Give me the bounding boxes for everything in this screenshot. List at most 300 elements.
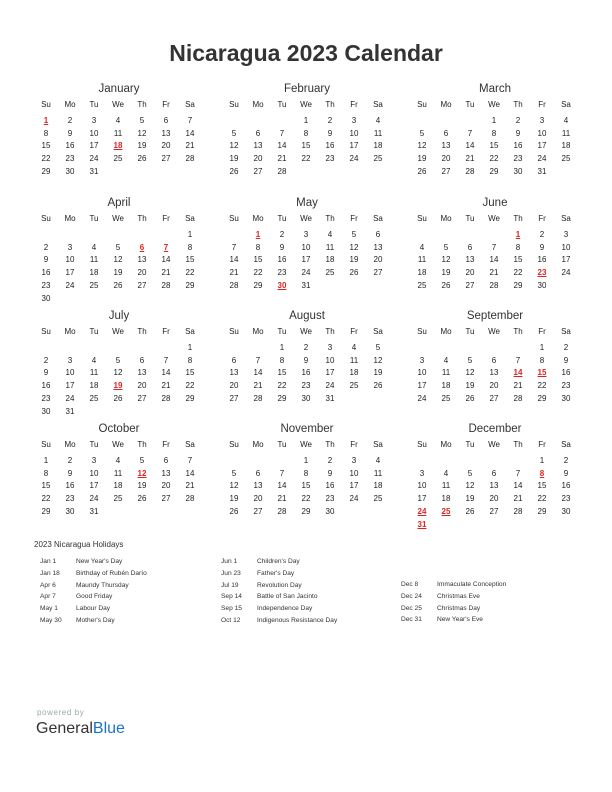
day-cell: 23 [65,494,75,504]
day-cell: 9 [67,128,73,138]
day-cell: 7 [279,128,285,138]
weekday-header: Fr [538,327,546,336]
weekday-header: Tu [277,440,287,449]
day-cell: 29 [537,506,547,516]
brand-part-general: General [36,720,93,737]
day-cell: 3 [419,355,425,365]
day-cell: 21 [277,154,287,164]
day-cell: 29 [513,280,523,290]
day-cell: 6 [467,242,473,252]
day-cell: 21 [253,381,263,391]
holiday-date: Sep 15 [221,605,242,613]
day-cell: 23 [41,280,51,290]
day-cell: 30 [561,393,571,403]
day-cell: 7 [491,242,497,252]
day-cell: 17 [349,141,359,151]
weekday-header: Mo [252,214,264,223]
day-cell: 14 [465,141,475,151]
day-cell: 26 [113,280,123,290]
day-cell: 21 [513,494,523,504]
holiday-date: Oct 12 [221,616,241,624]
day-cell: 11 [373,468,383,478]
day-cell: 10 [301,242,311,252]
weekday-header: Tu [465,440,475,449]
day-cell: 16 [561,368,571,378]
day-cell: 17 [325,368,335,378]
day-cell: 29 [185,393,195,403]
weekday-header: Tu [89,327,99,336]
day-cell: 2 [539,230,545,239]
day-cell: 8 [539,355,545,365]
day-cell: 27 [229,393,239,403]
day-cell: 27 [465,280,475,290]
day-cell: 3 [67,355,73,365]
day-cell: 16 [65,481,75,491]
day-cell: 8 [303,128,309,138]
weekday-header: Th [325,440,335,449]
day-cell: 27 [489,393,499,403]
month-name: April [107,197,131,209]
day-cell: 21 [489,268,499,278]
day-cell: 30 [65,506,75,516]
holiday-name: Immaculate Conception [437,581,507,588]
day-cell: 28 [513,393,523,403]
holiday-day-cell: 18 [113,141,123,151]
day-cell: 25 [113,494,123,504]
day-cell: 3 [539,116,545,125]
day-cell: 21 [229,268,239,278]
month-name: August [289,310,325,322]
day-cell: 6 [375,230,381,239]
day-cell: 30 [41,293,51,303]
day-cell: 4 [375,116,381,125]
day-cell: 12 [349,242,359,252]
day-cell: 15 [489,141,499,151]
day-cell: 1 [43,456,49,465]
day-cell: 18 [441,494,451,504]
day-cell: 3 [419,468,425,478]
day-cell: 22 [41,494,51,504]
day-cell: 29 [537,393,547,403]
weekday-header: Su [41,214,51,223]
weekday-header: Th [137,100,147,109]
day-cell: 27 [489,506,499,516]
day-cell: 14 [229,255,239,265]
day-cell: 9 [327,128,333,138]
day-cell: 8 [187,242,193,252]
day-cell: 26 [137,494,147,504]
day-cell: 15 [253,255,263,265]
day-cell: 5 [139,456,145,465]
day-cell: 17 [417,494,427,504]
day-cell: 1 [539,456,545,465]
day-cell: 22 [185,381,195,391]
weekday-header: Fr [162,100,170,109]
day-cell: 22 [277,381,287,391]
holidays-title: 2023 Nicaragua Holidays [34,540,124,549]
day-cell: 10 [537,128,547,138]
weekday-header: Fr [162,214,170,223]
day-cell: 15 [301,141,311,151]
day-cell: 14 [513,481,523,491]
brand-part-blue: Blue [92,720,125,737]
weekday-header: Fr [350,327,358,336]
powered-by-text: powered by [37,708,85,717]
day-cell: 19 [441,268,451,278]
day-cell: 4 [375,456,381,465]
day-cell: 28 [161,280,171,290]
weekday-header: Tu [277,327,287,336]
day-cell: 28 [465,166,475,176]
day-cell: 19 [465,381,475,391]
day-cell: 8 [515,242,521,252]
weekday-header: Sa [373,100,383,109]
day-cell: 15 [513,255,523,265]
day-cell: 1 [187,343,193,352]
day-cell: 22 [41,154,51,164]
holiday-name: Revolution Day [257,581,302,589]
day-cell: 24 [537,154,547,164]
weekday-header: Mo [440,100,452,109]
weekday-header: Su [41,327,51,336]
day-cell: 20 [137,381,147,391]
day-cell: 5 [351,230,357,239]
day-cell: 23 [325,154,335,164]
weekday-header: Mo [64,214,76,223]
day-cell: 30 [301,393,311,403]
day-cell: 6 [231,355,237,365]
day-cell: 4 [443,355,449,365]
day-cell: 2 [67,116,73,125]
day-cell: 13 [489,481,499,491]
holiday-day-cell: 8 [539,468,545,478]
day-cell: 9 [539,242,545,252]
day-cell: 23 [301,381,311,391]
day-cell: 31 [89,166,99,176]
day-cell: 11 [561,128,571,138]
day-cell: 2 [67,456,73,465]
day-cell: 30 [537,280,547,290]
day-cell: 5 [443,242,449,252]
weekday-header: Th [513,440,523,449]
day-cell: 1 [539,343,545,352]
day-cell: 8 [491,128,497,138]
day-cell: 7 [163,355,169,365]
day-cell: 31 [325,393,335,403]
weekday-header: We [300,440,312,449]
day-cell: 20 [253,494,263,504]
day-cell: 14 [185,468,195,478]
day-cell: 3 [327,343,333,352]
day-cell: 12 [465,481,475,491]
day-cell: 6 [443,128,449,138]
day-cell: 6 [255,468,261,478]
day-cell: 5 [231,468,237,478]
weekday-header: Su [417,327,427,336]
day-cell: 2 [43,355,49,365]
day-cell: 14 [161,368,171,378]
day-cell: 3 [67,242,73,252]
day-cell: 19 [373,368,383,378]
weekday-header: Th [513,214,523,223]
holiday-name: Christmas Eve [437,592,480,600]
day-cell: 6 [255,128,261,138]
day-cell: 1 [491,116,497,125]
weekday-header: Th [325,100,335,109]
month-name: May [296,197,318,209]
day-cell: 4 [419,242,425,252]
weekday-header: Mo [64,440,76,449]
holiday-day-cell: 1 [43,116,49,125]
weekday-header: Su [417,100,427,109]
day-cell: 8 [43,128,49,138]
weekday-header: We [112,327,124,336]
weekday-header: Sa [561,327,571,336]
weekday-header: Tu [465,100,475,109]
weekday-header: Th [513,100,523,109]
day-cell: 16 [537,255,547,265]
day-cell: 31 [537,166,547,176]
day-cell: 13 [253,141,263,151]
day-cell: 20 [489,494,499,504]
day-cell: 15 [537,481,547,491]
holiday-date: Jan 18 [40,569,60,577]
day-cell: 17 [89,141,99,151]
day-cell: 16 [41,268,51,278]
day-cell: 20 [229,381,239,391]
day-cell: 19 [137,481,147,491]
day-cell: 22 [301,494,311,504]
day-cell: 24 [561,268,571,278]
day-cell: 20 [253,154,263,164]
weekday-header: Fr [350,440,358,449]
day-cell: 19 [229,494,239,504]
day-cell: 18 [417,268,427,278]
day-cell: 3 [563,230,569,239]
day-cell: 25 [89,393,99,403]
weekday-header: Th [325,214,335,223]
day-cell: 1 [303,116,309,125]
day-cell: 24 [89,154,99,164]
day-cell: 5 [139,116,145,125]
weekday-header: Th [137,214,147,223]
day-cell: 16 [513,141,523,151]
day-cell: 5 [115,355,121,365]
day-cell: 19 [465,494,475,504]
day-cell: 30 [325,506,335,516]
day-cell: 6 [491,355,497,365]
weekday-header: Su [229,214,239,223]
day-cell: 11 [349,355,359,365]
day-cell: 25 [349,381,359,391]
day-cell: 7 [187,116,193,125]
day-cell: 28 [185,154,195,164]
holiday-day-cell: 7 [163,242,169,252]
day-cell: 13 [137,368,147,378]
day-cell: 22 [513,268,523,278]
weekday-header: Mo [440,327,452,336]
day-cell: 6 [163,116,169,125]
day-cell: 21 [465,154,475,164]
month-name: March [479,83,511,95]
day-cell: 30 [41,406,51,416]
weekday-header: Mo [64,100,76,109]
day-cell: 23 [41,393,51,403]
day-cell: 29 [489,166,499,176]
weekday-header: We [112,214,124,223]
day-cell: 13 [161,468,171,478]
day-cell: 25 [113,154,123,164]
day-cell: 13 [489,368,499,378]
day-cell: 12 [373,355,383,365]
weekday-header: We [488,327,500,336]
weekday-header: Fr [350,214,358,223]
day-cell: 10 [89,128,99,138]
holiday-name: Indigenous Resistance Day [257,616,338,624]
holiday-name: Maundy Thursday [76,581,129,589]
day-cell: 9 [327,468,333,478]
day-cell: 6 [491,468,497,478]
day-cell: 1 [187,230,193,239]
day-cell: 15 [185,368,195,378]
day-cell: 19 [417,154,427,164]
day-cell: 17 [89,481,99,491]
day-cell: 28 [229,280,239,290]
holiday-date: Jan 1 [40,558,57,565]
holiday-name: Christmas Day [437,604,481,612]
weekday-header: Tu [277,214,287,223]
day-cell: 15 [301,481,311,491]
day-cell: 15 [41,141,51,151]
weekday-header: Fr [538,440,546,449]
day-cell: 24 [89,494,99,504]
day-cell: 8 [43,468,49,478]
holiday-date: Jul 19 [221,581,239,589]
day-cell: 13 [137,255,147,265]
day-cell: 17 [349,481,359,491]
day-cell: 24 [349,154,359,164]
day-cell: 20 [441,154,451,164]
day-cell: 9 [43,368,49,378]
holiday-name: Labour Day [76,605,111,613]
holiday-name: Good Friday [76,593,113,601]
weekday-header: Tu [89,440,99,449]
weekday-header: Th [325,327,335,336]
day-cell: 27 [161,154,171,164]
day-cell: 7 [255,355,261,365]
day-cell: 2 [43,242,49,252]
day-cell: 12 [465,368,475,378]
day-cell: 4 [91,242,97,252]
day-cell: 25 [373,154,383,164]
day-cell: 23 [277,268,287,278]
day-cell: 22 [301,154,311,164]
weekday-header: Mo [252,327,264,336]
holiday-name: Independence Day [257,605,313,613]
day-cell: 9 [67,468,73,478]
day-cell: 30 [513,166,523,176]
day-cell: 2 [279,230,285,239]
weekday-header: Tu [277,100,287,109]
day-cell: 2 [563,456,569,465]
day-cell: 28 [161,393,171,403]
weekday-header: Sa [373,440,383,449]
brand-logo[interactable] [36,720,125,738]
holiday-day-cell: 31 [417,519,427,529]
day-cell: 11 [441,481,451,491]
day-cell: 26 [137,154,147,164]
day-cell: 18 [349,368,359,378]
holiday-date: Dec 8 [401,581,419,588]
day-cell: 30 [561,506,571,516]
weekday-header: Su [417,214,427,223]
holiday-date: May 30 [40,616,62,624]
day-cell: 9 [515,128,521,138]
weekday-header: Fr [538,214,546,223]
holiday-date: Dec 31 [401,616,422,624]
holiday-name: Children's Day [257,558,300,565]
day-cell: 10 [89,468,99,478]
month-name: June [482,197,508,209]
weekday-header: We [112,440,124,449]
weekday-header: Su [229,440,239,449]
holiday-date: May 1 [40,605,58,613]
day-cell: 11 [325,242,335,252]
day-cell: 13 [161,128,171,138]
day-cell: 12 [417,141,427,151]
month-name: December [468,423,522,435]
day-cell: 27 [253,166,263,176]
day-cell: 8 [255,242,261,252]
day-cell: 28 [277,506,287,516]
weekday-header: Th [137,327,147,336]
day-cell: 17 [65,381,75,391]
day-cell: 10 [349,128,359,138]
holiday-day-cell: 23 [537,268,547,278]
holiday-date: Jun 23 [221,569,241,577]
day-cell: 17 [537,141,547,151]
day-cell: 8 [303,468,309,478]
day-cell: 12 [229,141,239,151]
day-cell: 11 [89,255,99,265]
day-cell: 26 [441,280,451,290]
month-name: October [98,423,140,435]
day-cell: 1 [303,456,309,465]
day-cell: 23 [325,494,335,504]
day-cell: 9 [563,355,569,365]
weekday-header: Fr [350,100,358,109]
day-cell: 24 [301,268,311,278]
day-cell: 3 [91,116,97,125]
weekday-header: Su [41,440,51,449]
day-cell: 21 [277,494,287,504]
weekday-header: Mo [252,440,264,449]
day-cell: 16 [325,481,335,491]
day-cell: 15 [41,481,51,491]
day-cell: 5 [375,343,381,352]
day-cell: 16 [325,141,335,151]
day-cell: 29 [41,506,51,516]
page-title: Nicaragua 2023 Calendar [169,40,443,66]
day-cell: 12 [113,255,123,265]
day-cell: 4 [91,355,97,365]
day-cell: 28 [277,166,287,176]
day-cell: 2 [303,343,309,352]
day-cell: 20 [161,141,171,151]
day-cell: 12 [137,128,147,138]
holiday-name: Mother's Day [76,616,115,624]
day-cell: 26 [465,393,475,403]
